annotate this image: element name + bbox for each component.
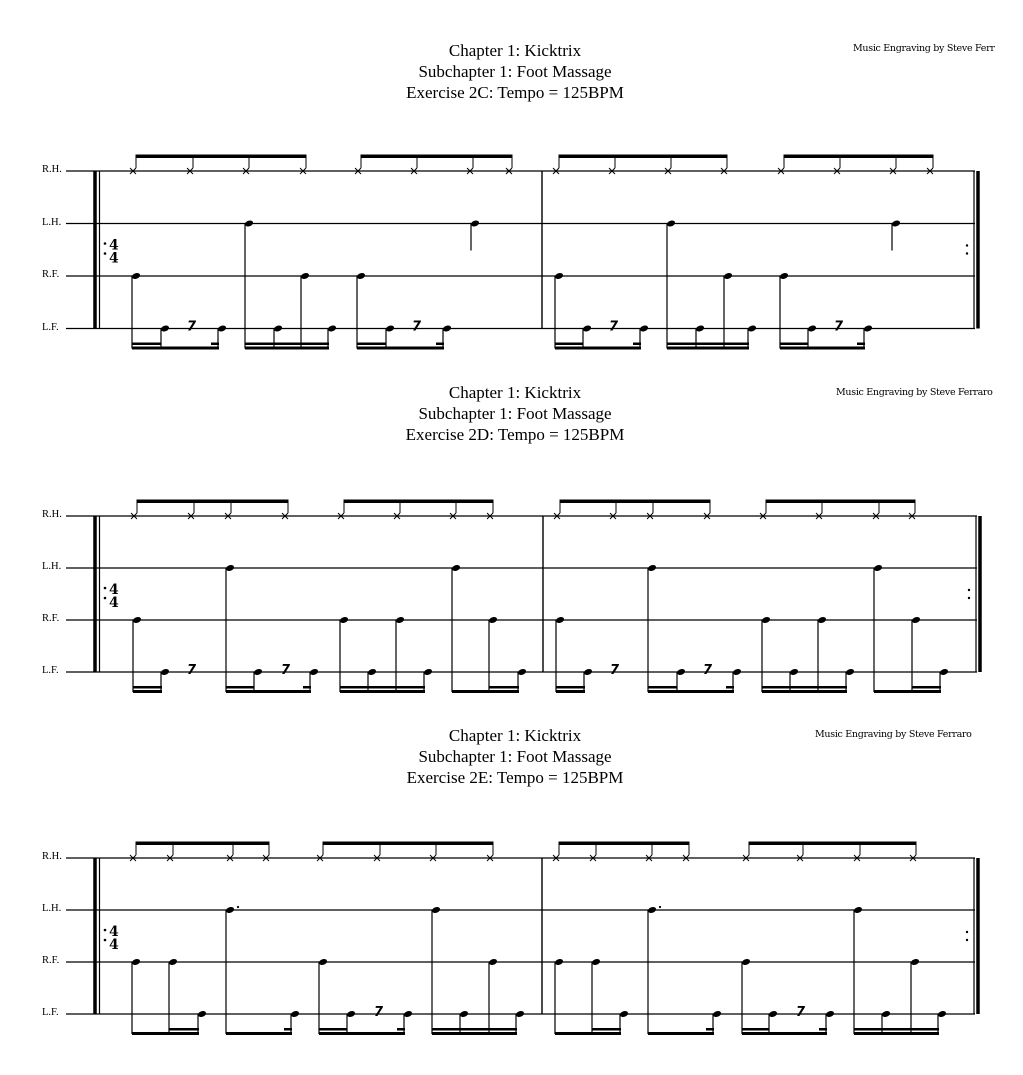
foot-beam-primary — [742, 1032, 827, 1035]
exercise-title: Exercise 2D: Tempo = 125BPM — [405, 425, 625, 444]
foot-beam-primary — [854, 1032, 939, 1035]
repeat-dot — [966, 244, 968, 246]
staff-label-rh: R.H. — [42, 164, 62, 175]
foot-beam-stub — [633, 343, 641, 346]
eighth-rest-icon: 7 — [374, 1005, 384, 1020]
rh-beam — [136, 842, 270, 846]
rh-beam — [323, 842, 494, 846]
rh-beam — [344, 500, 494, 504]
foot-beam-primary — [226, 690, 311, 693]
exercise-title: Exercise 2C: Tempo = 125BPM — [406, 83, 624, 102]
foot-beam-primary — [226, 1032, 292, 1035]
repeat-dot — [104, 587, 107, 590]
rh-beam — [749, 842, 917, 846]
foot-beam-primary — [648, 690, 734, 693]
staff-label-rh: R.H. — [42, 851, 62, 862]
foot-beam-stub — [726, 686, 734, 689]
repeat-dot — [966, 939, 968, 941]
staff-label-rf: R.F. — [42, 613, 60, 624]
time-signature-denominator: 4 — [109, 595, 119, 611]
staff-label-lh: L.H. — [42, 903, 62, 914]
rh-beam — [361, 155, 513, 159]
time-signature-denominator: 4 — [109, 250, 119, 267]
repeat-dot — [104, 242, 107, 245]
rh-beam — [560, 500, 711, 504]
repeat-dot — [104, 929, 107, 932]
foot-beam-secondary — [555, 343, 583, 346]
foot-beam-primary — [874, 690, 941, 693]
foot-beam-primary — [667, 347, 749, 350]
foot-beam-secondary — [780, 343, 808, 346]
eighth-rest-icon: 7 — [281, 663, 291, 678]
foot-beam-primary — [133, 690, 162, 693]
foot-beam-secondary — [489, 686, 519, 689]
subchapter-title: Subchapter 1: Foot Massage — [418, 747, 612, 766]
eighth-rest-icon: 7 — [834, 319, 844, 335]
eighth-rest-icon: 7 — [610, 663, 620, 678]
foot-beam-secondary — [556, 686, 585, 689]
chapter-title: Chapter 1: Kicktrix — [448, 383, 582, 402]
foot-beam-primary — [555, 347, 641, 350]
foot-beam-primary — [319, 1032, 405, 1035]
subchapter-title: Subchapter 1: Foot Massage — [418, 62, 612, 81]
dot — [237, 906, 239, 908]
foot-beam-secondary — [133, 686, 162, 689]
foot-beam-secondary — [762, 686, 847, 689]
repeat-dot — [104, 597, 107, 600]
foot-beam-stub — [303, 686, 311, 689]
time-signature-numerator: 4 — [109, 237, 119, 254]
foot-beam-primary — [132, 347, 219, 350]
chapter-title: Chapter 1: Kicktrix — [448, 726, 582, 745]
chapter-title: Chapter 1: Kicktrix — [448, 41, 582, 60]
eighth-rest-icon: 7 — [796, 1005, 806, 1020]
time-signature-numerator: 4 — [109, 582, 119, 598]
foot-beam-secondary — [667, 343, 749, 346]
foot-beam-primary — [357, 347, 444, 350]
foot-beam-primary — [648, 1032, 714, 1035]
foot-beam-secondary — [742, 1028, 769, 1031]
foot-beam-stub — [706, 1028, 714, 1031]
exercise-title: Exercise 2E: Tempo = 125BPM — [406, 768, 624, 787]
subchapter-title: Subchapter 1: Foot Massage — [418, 404, 612, 423]
time-signature-denominator: 4 — [109, 937, 119, 953]
foot-beam-secondary — [132, 343, 161, 346]
foot-beam-secondary — [245, 343, 329, 346]
foot-beam-stub — [211, 343, 219, 346]
foot-beam-stub — [436, 343, 444, 346]
staff-label-lh: L.H. — [42, 561, 62, 572]
eighth-rest-icon: 7 — [412, 319, 422, 335]
eighth-rest-icon: 7 — [187, 319, 197, 335]
eighth-rest-icon: 7 — [187, 663, 197, 678]
foot-beam-secondary — [340, 686, 425, 689]
foot-beam-primary — [432, 1032, 517, 1035]
dot — [659, 906, 661, 908]
foot-beam-primary — [245, 347, 329, 350]
foot-beam-secondary — [592, 1028, 621, 1031]
time-signature-numerator: 4 — [109, 924, 119, 940]
repeat-dot — [968, 597, 970, 599]
staff-label-lf: L.F. — [42, 1007, 59, 1018]
foot-beam-secondary — [912, 686, 941, 689]
rh-beam — [559, 155, 728, 159]
foot-beam-primary — [452, 690, 519, 693]
foot-beam-primary — [762, 690, 847, 693]
repeat-dot — [966, 931, 968, 933]
repeat-dot — [104, 252, 107, 255]
foot-beam-secondary — [169, 1028, 199, 1031]
repeat-dot — [104, 939, 107, 942]
engraving-credit: Music Engraving by Steve Ferraro — [815, 729, 972, 740]
foot-beam-secondary — [319, 1028, 347, 1031]
rh-beam — [136, 155, 307, 159]
eighth-rest-icon: 7 — [609, 319, 619, 335]
foot-beam-secondary — [226, 686, 254, 689]
staff-label-lf: L.F. — [42, 322, 59, 333]
rh-beam — [137, 500, 289, 504]
foot-beam-primary — [132, 1032, 199, 1035]
repeat-dot — [966, 252, 968, 254]
staff-label-rf: R.F. — [42, 269, 60, 280]
foot-beam-primary — [780, 347, 865, 350]
engraving-credit: Music Engraving by Steve Ferr — [853, 43, 995, 54]
foot-beam-primary — [340, 690, 425, 693]
foot-beam-secondary — [357, 343, 386, 346]
foot-beam-primary — [556, 690, 585, 693]
foot-beam-stub — [284, 1028, 292, 1031]
foot-beam-stub — [857, 343, 865, 346]
rh-beam — [559, 842, 690, 846]
foot-beam-secondary — [432, 1028, 517, 1031]
foot-beam-primary — [555, 1032, 621, 1035]
rh-beam — [784, 155, 934, 159]
foot-beam-stub — [819, 1028, 827, 1031]
eighth-rest-icon: 7 — [703, 663, 713, 678]
foot-beam-secondary — [854, 1028, 939, 1031]
engraving-credit: Music Engraving by Steve Ferraro — [836, 387, 993, 398]
staff-label-lf: L.F. — [42, 665, 59, 676]
rh-beam — [766, 500, 916, 504]
foot-beam-stub — [397, 1028, 405, 1031]
staff-label-rh: R.H. — [42, 509, 62, 520]
repeat-dot — [968, 589, 970, 591]
staff-label-lh: L.H. — [42, 217, 62, 228]
foot-beam-secondary — [648, 686, 677, 689]
staff-label-rf: R.F. — [42, 955, 60, 966]
